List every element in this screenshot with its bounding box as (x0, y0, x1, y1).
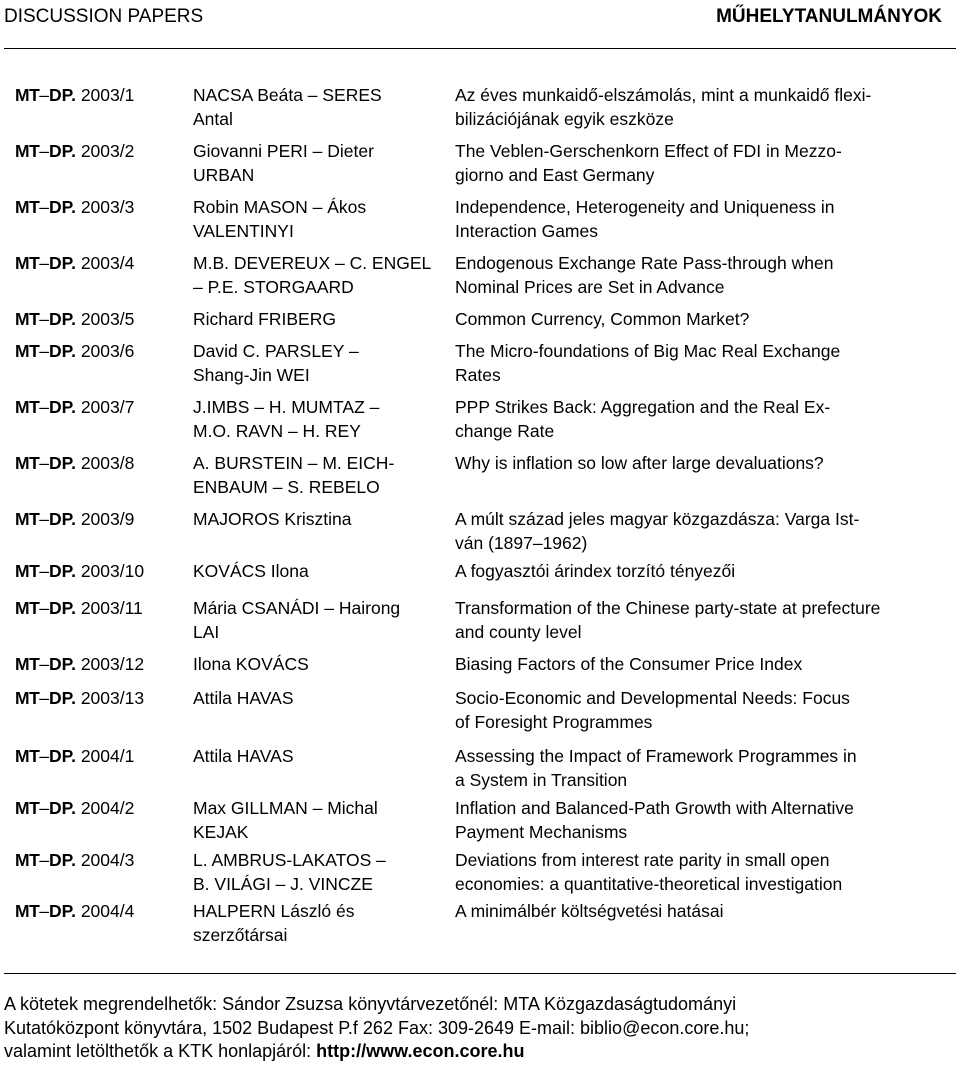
series-dp: DP. (49, 341, 76, 361)
paper-number (15, 560, 190, 584)
series-dash: – (39, 397, 50, 417)
series-dash: – (39, 798, 50, 818)
series-dp: DP. (49, 746, 76, 766)
series-prefix: MT (15, 509, 40, 529)
series-dash: – (39, 746, 50, 766)
paper-authors: J.IMBS – H. MUMTAZ – M.O. RAVN – H. REY (193, 397, 380, 441)
paper-authors: Attila HAVAS (193, 688, 294, 708)
series-prefix: MT (15, 397, 40, 417)
paper-id: 2003/2 (80, 141, 135, 161)
paper-number (15, 340, 190, 364)
series-dp: DP. (49, 850, 76, 870)
paper-id: 2004/4 (80, 901, 135, 921)
series-dp: DP. (49, 253, 76, 273)
paper-authors: HALPERN László és szerzőtársai (193, 901, 355, 945)
series-dash: – (39, 561, 50, 581)
paper-title: A múlt század jeles magyar közgazdásza: Varga Ist- ván (1897–1962) (455, 509, 860, 553)
paper-authors: MAJOROS Krisztina (193, 509, 352, 529)
page-header (4, 6, 942, 28)
series-dp: DP. (49, 688, 76, 708)
series-prefix: MT (15, 253, 40, 273)
paper-title: PPP Strikes Back: Aggregation and the Real Ex- change Rate (455, 397, 831, 441)
header-rule (4, 48, 956, 49)
series-dash: – (39, 654, 50, 674)
series-dp: DP. (49, 561, 76, 581)
paper-authors: A. BURSTEIN – M. EICH- ENBAUM – S. REBELO (193, 453, 395, 497)
paper-title: The Micro-foundations of Big Mac Real Exchange Rates (455, 341, 841, 385)
paper-id: 2003/13 (80, 688, 145, 708)
paper-title: A fogyasztói árindex torzító tényezői (455, 561, 736, 581)
series-prefix: MT (15, 309, 40, 329)
paper-title: Socio-Economic and Developmental Needs: Focus of Foresight Programmes (455, 688, 850, 732)
paper-number (15, 745, 190, 769)
paper-id: 2003/9 (80, 509, 135, 529)
paper-id: 2004/1 (80, 746, 135, 766)
series-dash: – (39, 253, 50, 273)
paper-number (15, 597, 190, 621)
series-dp: DP. (49, 141, 76, 161)
series-prefix: MT (15, 141, 40, 161)
paper-number (15, 687, 190, 711)
paper-number (15, 797, 190, 821)
series-dash: – (39, 197, 50, 217)
paper-authors: Robin MASON – Ákos VALENTINYI (193, 197, 367, 241)
paper-authors: David C. PARSLEY – Shang-Jin WEI (193, 341, 359, 385)
paper-number (15, 508, 190, 532)
paper-title: Transformation of the Chinese party-state at prefecture and county level (455, 598, 881, 642)
header-left-title: DISCUSSION PAPERS (4, 6, 204, 27)
paper-number (15, 849, 190, 873)
footer-rule (4, 973, 956, 974)
paper-authors: Mária CSANÁDI – Hairong LAI (193, 598, 401, 642)
series-dash: – (39, 341, 50, 361)
series-dash: – (39, 509, 50, 529)
paper-number (15, 653, 190, 677)
series-dash: – (39, 141, 50, 161)
paper-number (15, 196, 190, 220)
website-link[interactable]: http://www.econ.core.hu (316, 1041, 525, 1061)
series-dash: – (39, 309, 50, 329)
paper-title: Inflation and Balanced-Path Growth with Alternative Payment Mechanisms (455, 798, 854, 842)
paper-title: Az éves munkaidő-elszámolás, mint a munkaidő flexi- bilizációjának egyik eszköze (455, 85, 872, 129)
paper-id: 2004/3 (80, 850, 135, 870)
paper-number (15, 140, 190, 164)
series-prefix: MT (15, 798, 40, 818)
paper-id: 2003/3 (80, 197, 135, 217)
paper-title: A minimálbér költségvetési hatásai (455, 901, 724, 921)
series-prefix: MT (15, 598, 40, 618)
ordering-text: A kötetek megrendelhetők: Sándor Zsuzsa könyvtárvezetőnél: MTA Közgazdaságtudományi Kutatóközpont könyvtára, 1502 Budapest P.f 262 Fax: 309-2649 E-mail: biblio@econ.core.hu; valamint letölthetők a KTK honlapjáról: (4, 994, 750, 1061)
series-dash: – (39, 688, 50, 708)
paper-id: 2003/7 (80, 397, 135, 417)
paper-authors: Attila HAVAS (193, 746, 294, 766)
paper-id: 2003/5 (80, 309, 135, 329)
paper-authors: Ilona KOVÁCS (193, 654, 309, 674)
paper-id: 2003/12 (80, 654, 145, 674)
series-prefix: MT (15, 453, 40, 473)
ordering-info (4, 993, 956, 1064)
series-dp: DP. (49, 397, 76, 417)
series-dp: DP. (49, 598, 76, 618)
series-prefix: MT (15, 688, 40, 708)
series-dp: DP. (49, 85, 76, 105)
paper-id: 2003/4 (80, 253, 135, 273)
paper-authors: Max GILLMAN – Michal KEJAK (193, 798, 378, 842)
paper-id: 2003/8 (80, 453, 135, 473)
paper-authors: KOVÁCS Ilona (193, 561, 309, 581)
paper-title: Deviations from interest rate parity in small open economies: a quantitative-theoretical investigation (455, 850, 843, 894)
paper-id: 2003/6 (80, 341, 135, 361)
series-dash: – (39, 901, 50, 921)
series-dp: DP. (49, 197, 76, 217)
paper-number (15, 396, 190, 420)
paper-title: The Veblen-Gerschenkorn Effect of FDI in Mezzo- giorno and East Germany (455, 141, 842, 185)
series-prefix: MT (15, 85, 40, 105)
series-dash: – (39, 598, 50, 618)
paper-number (15, 252, 190, 276)
series-prefix: MT (15, 654, 40, 674)
paper-authors: Richard FRIBERG (193, 309, 336, 329)
series-prefix: MT (15, 561, 40, 581)
paper-authors: Giovanni PERI – Dieter URBAN (193, 141, 374, 185)
series-dash: – (39, 453, 50, 473)
header-right-title: MŰHELYTANULMÁNYOK (716, 6, 942, 27)
paper-title: Independence, Heterogeneity and Uniqueness in Interaction Games (455, 197, 835, 241)
series-dash: – (39, 85, 50, 105)
series-dp: DP. (49, 309, 76, 329)
paper-id: 2003/10 (80, 561, 145, 581)
series-dash: – (39, 850, 50, 870)
paper-title: Assessing the Impact of Framework Programmes in a System in Transition (455, 746, 857, 790)
paper-id: 2003/1 (80, 85, 135, 105)
series-dp: DP. (49, 798, 76, 818)
paper-title: Why is inflation so low after large devaluations? (455, 453, 824, 473)
paper-number (15, 900, 190, 924)
series-prefix: MT (15, 850, 40, 870)
paper-title: Endogenous Exchange Rate Pass-through when Nominal Prices are Set in Advance (455, 253, 834, 297)
paper-id: 2004/2 (80, 798, 135, 818)
paper-number (15, 308, 190, 332)
series-prefix: MT (15, 341, 40, 361)
series-prefix: MT (15, 901, 40, 921)
series-prefix: MT (15, 197, 40, 217)
paper-authors: M.B. DEVEREUX – C. ENGEL – P.E. STORGAARD (193, 253, 432, 297)
paper-authors: NACSA Beáta – SERES Antal (193, 85, 382, 129)
paper-number (15, 84, 190, 108)
series-dp: DP. (49, 453, 76, 473)
paper-authors: L. AMBRUS-LAKATOS – B. VILÁGI – J. VINCZE (193, 850, 386, 894)
paper-number (15, 452, 190, 476)
paper-id: 2003/11 (80, 598, 143, 618)
paper-title: Common Currency, Common Market? (455, 309, 750, 329)
paper-title: Biasing Factors of the Consumer Price Index (455, 654, 803, 674)
series-dp: DP. (49, 654, 76, 674)
series-dp: DP. (49, 901, 76, 921)
series-dp: DP. (49, 509, 76, 529)
series-prefix: MT (15, 746, 40, 766)
